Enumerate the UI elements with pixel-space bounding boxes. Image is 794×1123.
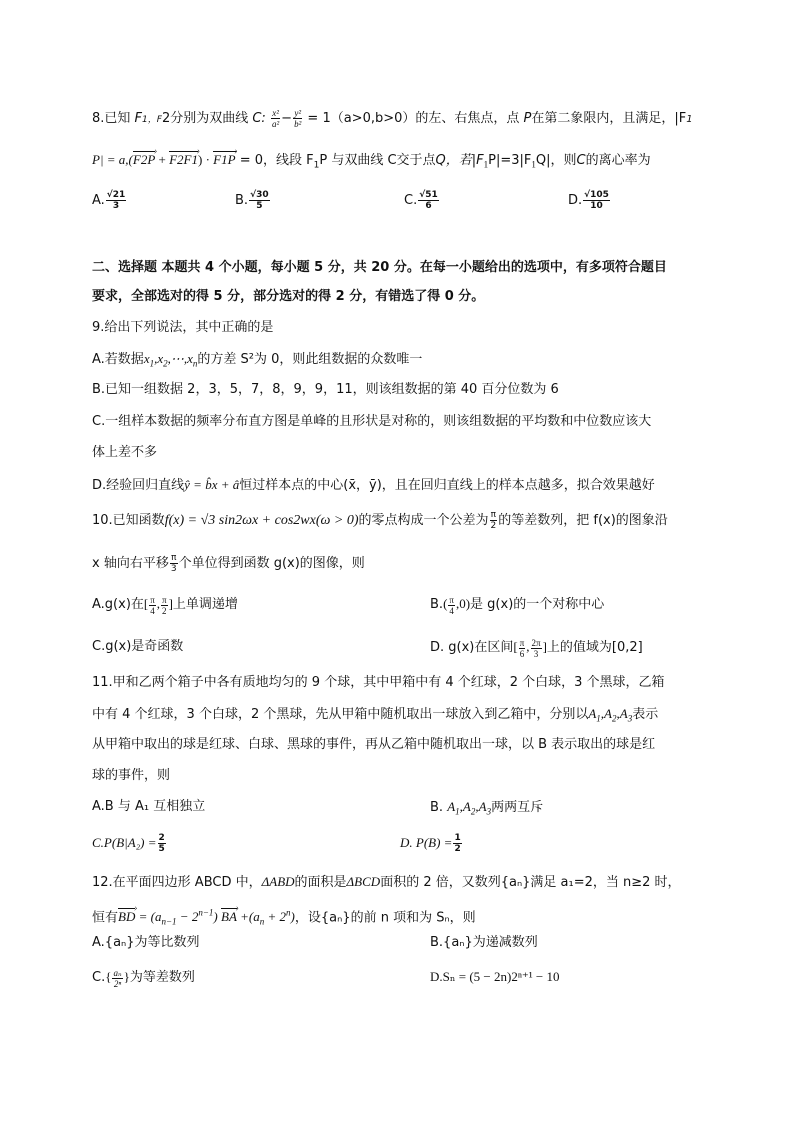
q10-text: x 轴向右平移 — [92, 556, 169, 571]
q11-line4: 球的事件，则 — [92, 768, 171, 783]
q8-text: F — [134, 111, 143, 126]
frac — [158, 833, 166, 854]
frac-num: 1 — [454, 833, 461, 843]
math-data-list: $x_1,x_2,\cdots,x_n$ — [143, 351, 198, 369]
math-triangle-abd: ΔABD — [261, 874, 295, 889]
frac-num: √30 — [250, 190, 269, 200]
q12-option-a: A.{aₙ}为等比数列 — [92, 935, 200, 950]
option-label: A. — [92, 193, 105, 208]
math-events: $A_1,A_2,A_3$ — [447, 799, 492, 817]
frac-den: 3 — [112, 201, 120, 211]
point-b: ( $\frac{\pi}{4}$ ,0) — [443, 594, 471, 616]
q12-option-b: B.{aₙ}为递减数列 — [430, 935, 538, 950]
q9-option-b: B.已知一组数据 2，3，5，7，8，9，9，11，则该组数据的第 40 百分位数为 6 — [92, 382, 559, 397]
q8-line2: P| = a,(F2P › + F2F1 ›) · F1P › = 0，线段 $F_1P$ 与双曲线 C交于点Q，若$|F_1P|=3|F_1Q|$，则C的离心率为 — [92, 150, 651, 176]
hyperbola-term-y: $\frac{\text{y²}}{\text{b²}}$ — [294, 108, 302, 129]
q8-text: ) · — [198, 152, 214, 167]
vector: F1P › — [213, 150, 235, 170]
section2-heading-line1: 二、选择题 本题共 4 个小题，每小题 5 分，共 20 分。在每一小题给出的选项中，有多项符合题目 — [92, 260, 667, 275]
q11-text: B. — [430, 800, 444, 815]
vector: F2P › — [133, 150, 155, 170]
q11-text: 中有 4 个红球，3 个白球，2 个黑球，先从甲箱中随机取出一球放入到乙箱中，分别以 — [92, 707, 589, 722]
frac-den: 10 — [590, 201, 603, 211]
q9-text: 恒过样本点的中心(x̄，ȳ)，且在回归直线上的样本点越多，拟合效果越好 — [239, 478, 655, 493]
q10-text: 的零点构成一个公差为 — [358, 513, 489, 528]
q9-option-c-line1: C.一组样本数据的频率分布直方图是单峰的且形状是对称的，则该组数据的平均数和中位数应该大 — [92, 414, 652, 429]
q8-text: P|=3|F — [488, 153, 532, 168]
q11-line2 — [92, 704, 658, 729]
section2-heading-line2: 要求，全部选对的得 5 分，部分选对的得 2 分，有错选了得 0 分。 — [92, 289, 485, 304]
q10-text: 的等差数列，把 f(x)的图象沿 — [498, 513, 668, 528]
frac-num: 2 — [158, 833, 165, 843]
q8-text: 1 — [686, 114, 693, 125]
q10-option-b — [430, 594, 604, 616]
q9-text: 的方差 S²为 0，则此组数据的众数唯一 — [197, 352, 423, 367]
q10-text: 上的值域为[0,2] — [546, 640, 643, 655]
option-frac — [583, 190, 610, 211]
q11-text: C.P(B|A₂) = — [92, 835, 157, 850]
math-function: f(x) = √3 sin2ωx + cos2wx(ω > 0) — [164, 513, 359, 528]
q9-text: D.经验回归直线 — [92, 478, 185, 493]
math-sequence-ratio: { $\frac{\text{aₙ}}{\text{2ⁿ}}$ } — [105, 967, 130, 989]
q8-text: 2分别为双曲线 — [161, 111, 249, 126]
interval-d: [ $\frac{\pi}{6}$ , $\frac{2\pi}{3}$ ] — [513, 637, 547, 659]
q12-text: 恒有 — [92, 910, 119, 926]
q10-text: A.g(x)在 — [92, 597, 144, 612]
q11-text: 表示 — [632, 707, 659, 722]
frac-den: 2 — [454, 844, 461, 854]
q8-text: P 与双曲线 C交于点 — [319, 153, 436, 168]
frac-num: √51 — [419, 190, 438, 200]
q8-text: 的离心率为 — [585, 153, 651, 168]
q12-line1 — [92, 872, 681, 893]
q12-text: 的面积是 — [294, 875, 347, 890]
q12-text: C. — [92, 970, 106, 985]
q8-text: = 1（a>0,b>0）的左、右焦点，点 — [307, 111, 520, 126]
math-regression: ŷ = b̂x + â — [184, 477, 240, 492]
option-frac — [418, 190, 439, 211]
q10-option-a — [92, 594, 238, 616]
frac-den: 5 — [256, 201, 263, 211]
q11-option-c — [92, 833, 167, 854]
q8-line1: 8.已知 F1，F2分别为双曲线 C: $\frac{\text{x²}}{\text{a²}}$ − $\frac{\text{y²}}{\text{b²}}$ = 1（a>0,b>0）的左、右焦点，点 P在第二象限内，且满足，|F1 — [92, 108, 693, 129]
q11-text: 两两互斥 — [491, 800, 544, 815]
q12-text: ，设{aₙ}的前 n 项和为 Sₙ，则 — [294, 910, 476, 926]
q8-text: P — [523, 111, 532, 126]
q12-text: 面积的 2 倍，又数列{aₙ}满足 a₁=2，当 n≥2 时， — [380, 875, 681, 890]
frac-den: 6 — [425, 201, 432, 211]
q10-line1 — [92, 510, 668, 531]
frac-num: √21 — [106, 190, 126, 200]
q10-text: 是 g(x)的一个对称中心 — [470, 597, 605, 612]
q10-option-d — [430, 637, 643, 659]
q9-option-a — [92, 349, 422, 374]
q8-text: 在第二象限内，且满足，|F — [531, 111, 687, 126]
option-frac — [106, 190, 127, 211]
frac-pi-3: $\frac{\pi}{3}$ — [170, 553, 177, 574]
hyperbola-term-x: $\frac{\text{x²}}{\text{a²}}$ — [271, 108, 280, 129]
q8-option-c — [404, 190, 440, 211]
math-events: $A_1,A_2,A_3$ — [588, 706, 633, 724]
q11-line1: 11.甲和乙两个箱子中各有质地均匀的 9 个球，其中甲箱中有 4 个红球，2 个白球，3 个黑球，乙箱 — [92, 675, 665, 690]
vector: F2F1 › — [169, 150, 198, 170]
option-label: D. — [568, 193, 583, 208]
q8-option-b — [235, 190, 271, 211]
q9-option-d — [92, 475, 655, 496]
q12-option-c — [92, 967, 195, 989]
math-vector-equation: BD › = $(a_{n-1} - 2^{n-1})$ BA › $+(a_n + 2^n)$ — [118, 909, 295, 924]
q8-text: C — [576, 153, 586, 168]
q11-line3: 从甲箱中取出的球是红球、白球、黑球的事件，再从乙箱中随机取出一球，以 B 表示取出的球是红 — [92, 737, 656, 752]
frac — [453, 833, 461, 854]
option-label: C. — [404, 193, 418, 208]
frac-pi-2: $\frac{\pi}{2}$ — [490, 510, 497, 531]
q10-text: B. — [430, 597, 444, 612]
q11-option-a: A.B 与 A₁ 互相独立 — [92, 799, 206, 814]
interval-a: [ $\frac{\pi}{4}$ , $\frac{\pi}{2}$ ] — [143, 594, 173, 616]
q11-text: D. P(B) = — [400, 835, 453, 850]
q12-option-d: D.Sₙ = (5 − 2n)2ⁿ⁺¹ − 10 — [430, 969, 560, 984]
q8-text: 1，F — [142, 115, 162, 125]
q8-text: Q，若|F — [435, 153, 484, 168]
q8-text: C: — [252, 111, 266, 126]
q10-line2 — [92, 553, 365, 574]
q9-stem: 9.给出下列说法，其中正确的是 — [92, 320, 274, 335]
q8-text: Q|，则 — [535, 153, 577, 168]
q10-text: 10.已知函数 — [92, 513, 165, 528]
q10-text: 上单调递增 — [172, 597, 238, 612]
math-triangle-bcd: ΔBCD — [346, 874, 381, 889]
q12-text: 为等差数列 — [129, 970, 195, 985]
option-frac — [249, 190, 270, 211]
q8-option-d — [568, 190, 611, 211]
option-label: B. — [235, 193, 249, 208]
q8-text: = 0，线段 F — [235, 153, 314, 168]
q8-text: + — [155, 152, 170, 167]
q8-option-a — [92, 190, 127, 211]
q9-text: A.若数据 — [92, 352, 144, 367]
frac-den: 5 — [158, 844, 165, 854]
q10-option-c: C.g(x)是奇函数 — [92, 639, 184, 654]
q12-text: 12.在平面四边形 ABCD 中， — [92, 875, 262, 890]
q12-line2 — [92, 903, 476, 932]
q11-option-d — [400, 833, 463, 854]
q10-text: 个单位得到函数 g(x)的图像，则 — [178, 556, 365, 571]
frac-num: √105 — [584, 190, 609, 200]
q10-text: D. g(x)在区间 — [430, 640, 514, 655]
q8-text: 8.已知 — [92, 111, 131, 126]
q8-text: P| = a,( — [92, 152, 133, 167]
q9-option-c-line2: 体上差不多 — [92, 445, 158, 460]
q11-option-b — [430, 797, 543, 822]
